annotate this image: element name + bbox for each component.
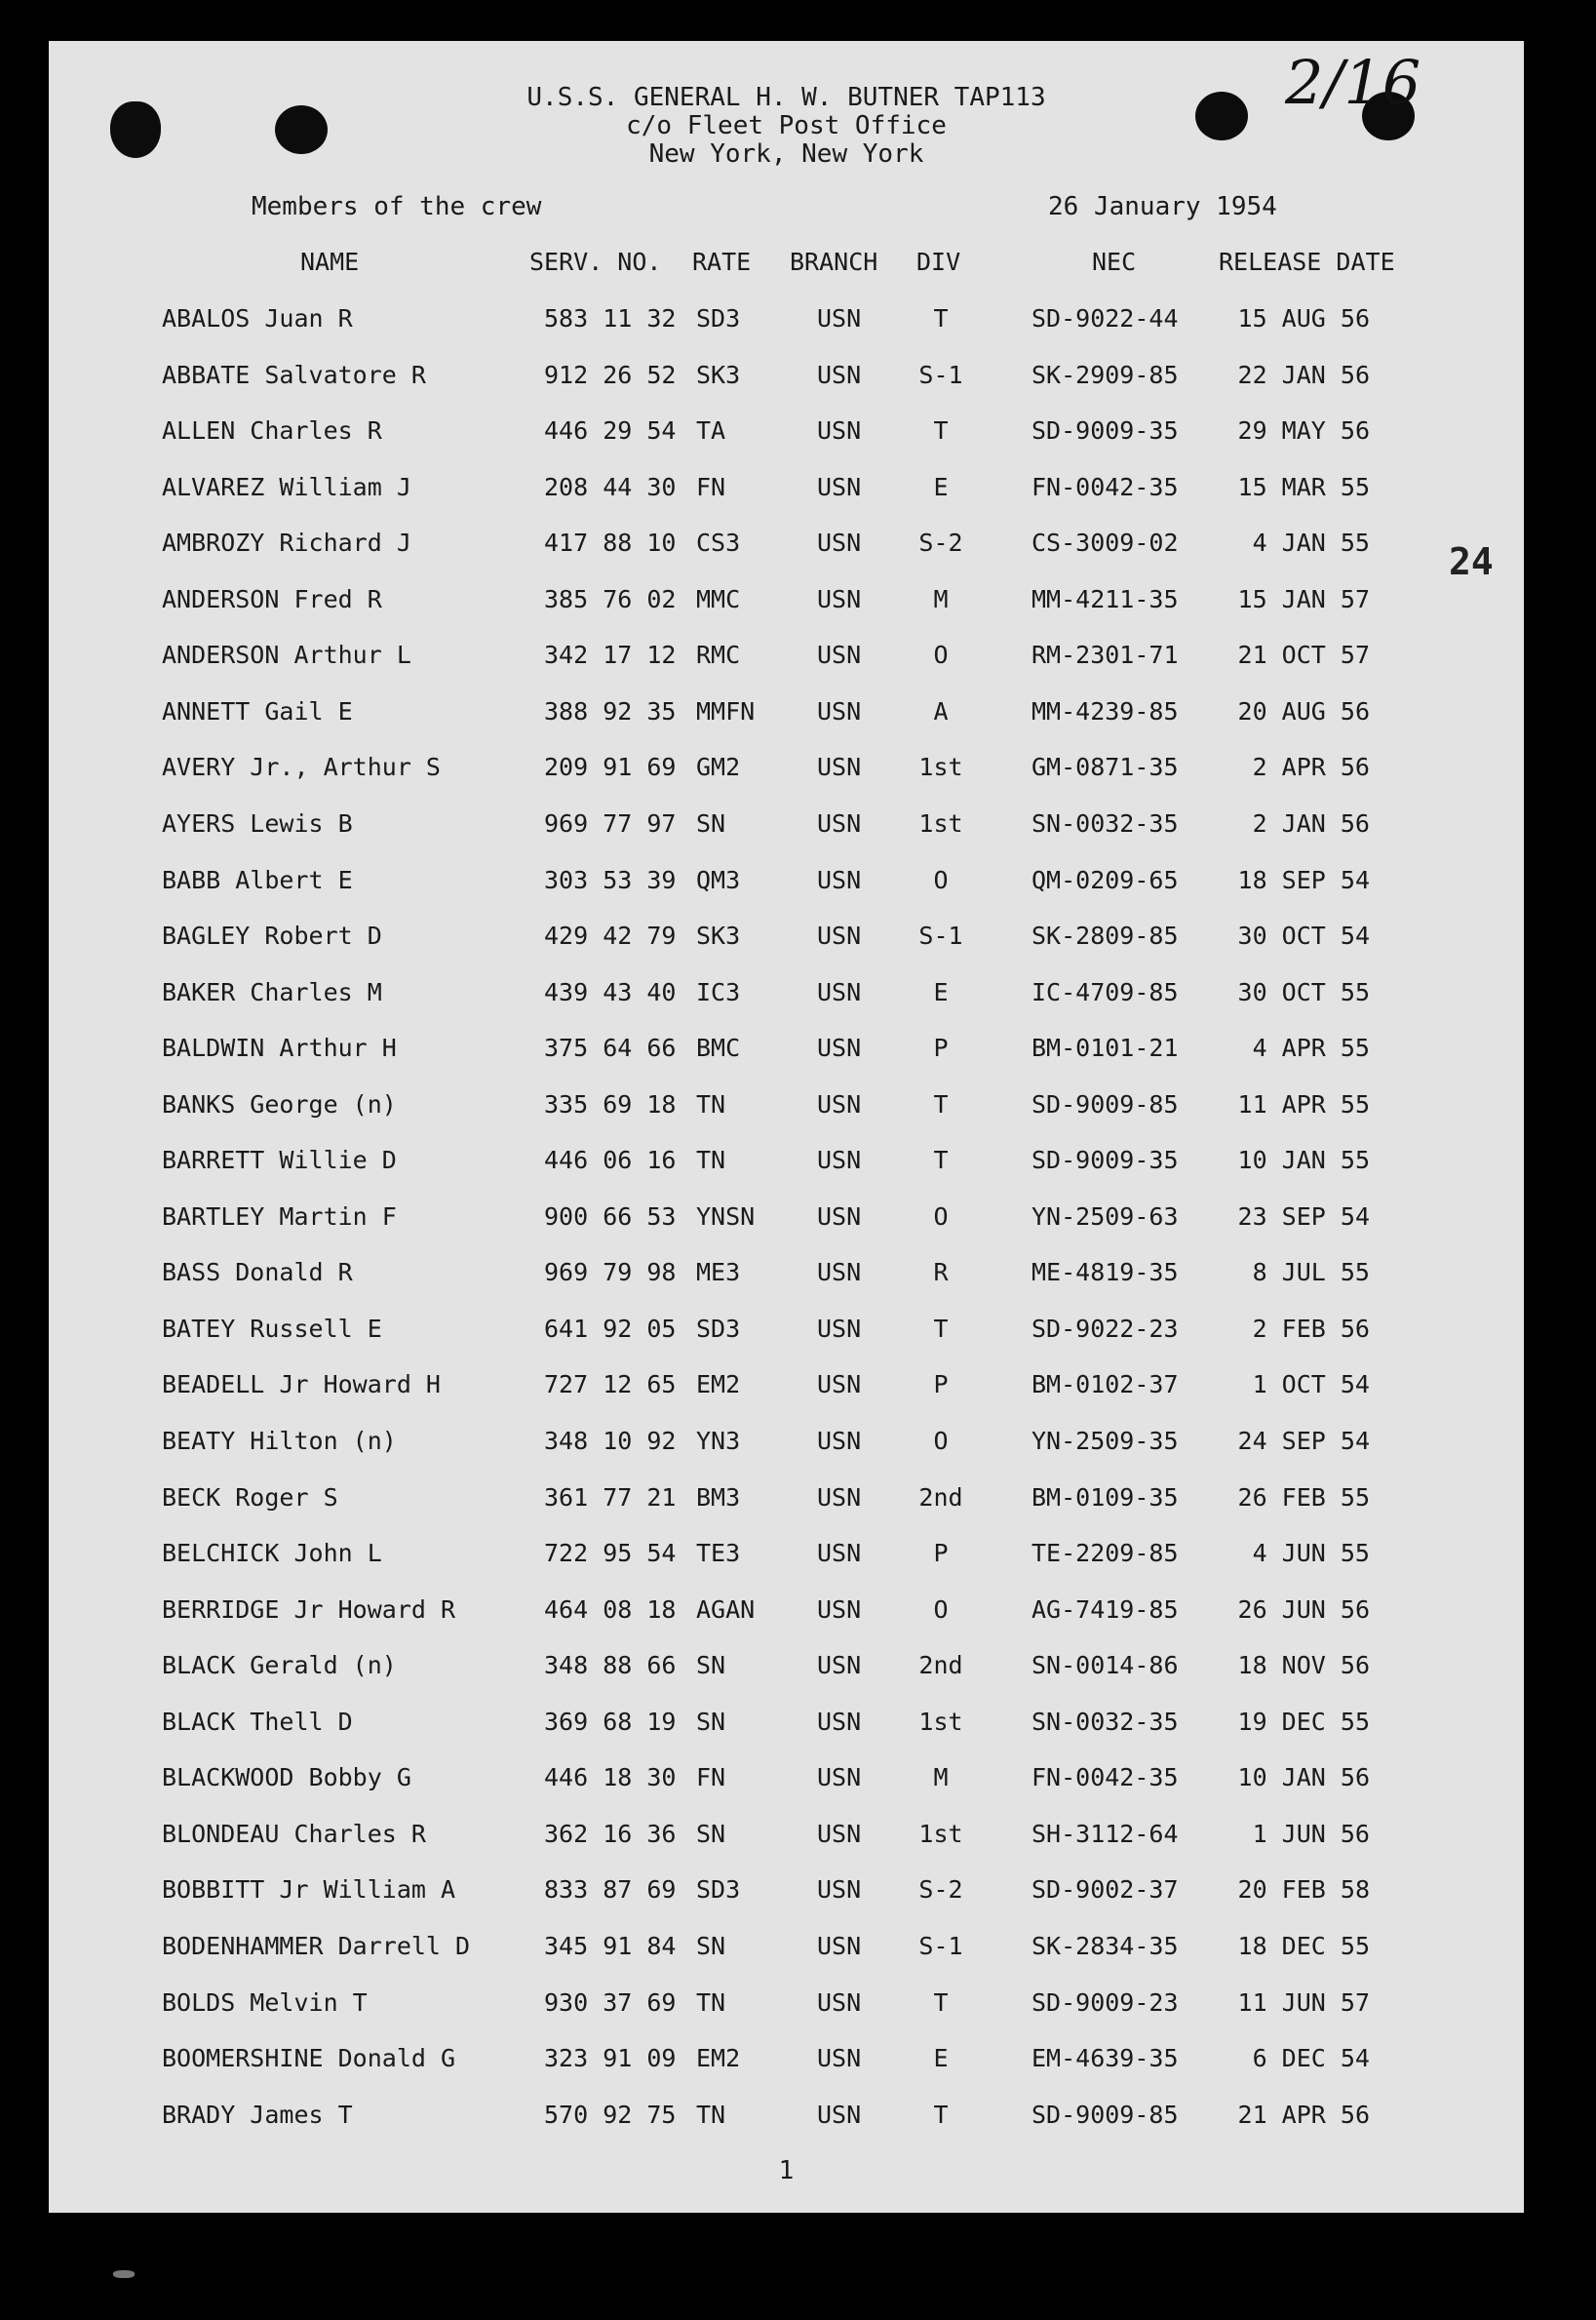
cell-name: BATEY Russell E — [162, 1315, 382, 1343]
cell-branch: USN — [817, 1370, 862, 1398]
column-header-serv: SERV. NO. — [529, 248, 662, 276]
cell-div: O — [933, 1427, 949, 1455]
cell-name: BARTLEY Martin F — [162, 1202, 397, 1231]
cell-nec: MM-4211-35 — [1032, 585, 1179, 613]
cell-nec: TE-2209-85 — [1032, 1539, 1179, 1567]
cell-branch: USN — [817, 753, 862, 781]
cell-nec: AG-7419-85 — [1032, 1595, 1179, 1624]
cell-nec: YN-2509-35 — [1032, 1427, 1179, 1455]
cell-release: 6 DEC 54 — [1252, 2044, 1370, 2072]
table-row — [49, 1595, 1524, 1634]
cell-rate: EM2 — [696, 2044, 741, 2072]
cell-branch: USN — [817, 1202, 862, 1231]
cell-name: BAKER Charles M — [162, 978, 382, 1006]
margin-mark: 24 — [1449, 540, 1494, 583]
cell-serv: 385 76 02 — [544, 585, 677, 613]
document-page — [49, 41, 1524, 2213]
cell-name: BRADY James T — [162, 2101, 353, 2129]
cell-nec: SD-9009-35 — [1032, 1146, 1179, 1174]
cell-name: BOOMERSHINE Donald G — [162, 2044, 456, 2072]
cell-rate: SN — [696, 1651, 726, 1679]
cell-name: BARRETT Willie D — [162, 1146, 397, 1174]
cell-nec: QM-0209-65 — [1032, 866, 1179, 894]
cell-branch: USN — [817, 866, 862, 894]
cell-serv: 335 69 18 — [544, 1090, 677, 1119]
cell-nec: EM-4639-35 — [1032, 2044, 1179, 2072]
cell-div: 1st — [918, 1708, 963, 1736]
cell-rate: SK3 — [696, 922, 741, 950]
table-row — [49, 641, 1524, 680]
cell-serv: 208 44 30 — [544, 473, 677, 501]
cell-release: 10 JAN 56 — [1237, 1763, 1370, 1791]
table-row — [49, 866, 1524, 905]
cell-nec: SD-9022-44 — [1032, 304, 1179, 333]
cell-serv: 570 92 75 — [544, 2101, 677, 2129]
column-header-release: RELEASE DATE — [1219, 248, 1395, 276]
cell-branch: USN — [817, 585, 862, 613]
cell-serv: 912 26 52 — [544, 361, 677, 389]
cell-name: ALLEN Charles R — [162, 416, 382, 445]
cell-serv: 930 37 69 — [544, 1988, 677, 2017]
cell-rate: TN — [696, 1146, 726, 1174]
cell-release: 4 JAN 55 — [1252, 529, 1370, 557]
cell-release: 30 OCT 54 — [1237, 922, 1370, 950]
cell-div: M — [933, 585, 949, 613]
cell-name: BELCHICK John L — [162, 1539, 382, 1567]
table-row — [49, 304, 1524, 343]
cell-release: 15 JAN 57 — [1237, 585, 1370, 613]
cell-div: T — [933, 1315, 949, 1343]
table-row — [49, 1315, 1524, 1354]
cell-nec: SH-3112-64 — [1032, 1820, 1179, 1848]
cell-serv: 464 08 18 — [544, 1595, 677, 1624]
cell-div: T — [933, 1090, 949, 1119]
cell-name: ABBATE Salvatore R — [162, 361, 426, 389]
cell-branch: USN — [817, 922, 862, 950]
column-header-branch: BRANCH — [790, 248, 878, 276]
table-row — [49, 416, 1524, 455]
cell-div: R — [933, 1258, 949, 1286]
cell-nec: SD-9022-23 — [1032, 1315, 1179, 1343]
table-row — [49, 1370, 1524, 1409]
table-row — [49, 2044, 1524, 2083]
cell-nec: CS-3009-02 — [1032, 529, 1179, 557]
cell-serv: 361 77 21 — [544, 1483, 677, 1512]
cell-rate: FN — [696, 1763, 726, 1791]
table-row — [49, 1932, 1524, 1971]
cell-nec: SD-9009-85 — [1032, 2101, 1179, 2129]
cell-serv: 388 92 35 — [544, 697, 677, 726]
cell-release: 21 APR 56 — [1237, 2101, 1370, 2129]
cell-rate: SD3 — [696, 304, 741, 333]
cell-div: 2nd — [918, 1651, 963, 1679]
column-header-div: DIV — [916, 248, 961, 276]
cell-release: 15 AUG 56 — [1237, 304, 1370, 333]
cell-div: T — [933, 416, 949, 445]
cell-rate: IC3 — [696, 978, 741, 1006]
cell-nec: BM-0101-21 — [1032, 1034, 1179, 1062]
cell-release: 18 DEC 55 — [1237, 1932, 1370, 1960]
cell-serv: 583 11 32 — [544, 304, 677, 333]
cell-branch: USN — [817, 1427, 862, 1455]
cell-serv: 641 92 05 — [544, 1315, 677, 1343]
cell-name: BANKS George (n) — [162, 1090, 397, 1119]
cell-release: 2 FEB 56 — [1252, 1315, 1370, 1343]
cell-release: 29 MAY 56 — [1237, 416, 1370, 445]
column-header-name: NAME — [300, 248, 360, 276]
cell-div: 1st — [918, 753, 963, 781]
table-row — [49, 1202, 1524, 1241]
cell-rate: FN — [696, 473, 726, 501]
page-number: 1 — [778, 2156, 795, 2185]
cell-name: ANDERSON Arthur L — [162, 641, 411, 669]
cell-nec: SD-9009-85 — [1032, 1090, 1179, 1119]
cell-div: E — [933, 978, 949, 1006]
cell-release: 18 NOV 56 — [1237, 1651, 1370, 1679]
cell-rate: ME3 — [696, 1258, 741, 1286]
cell-name: ANNETT Gail E — [162, 697, 353, 726]
cell-serv: 969 79 98 — [544, 1258, 677, 1286]
cell-serv: 369 68 19 — [544, 1708, 677, 1736]
cell-branch: USN — [817, 473, 862, 501]
cell-name: BEADELL Jr Howard H — [162, 1370, 441, 1398]
cell-branch: USN — [817, 2101, 862, 2129]
cell-div: T — [933, 1988, 949, 2017]
cell-name: BODENHAMMER Darrell D — [162, 1932, 471, 1960]
column-header-rate: RATE — [692, 248, 752, 276]
cell-nec: GM-0871-35 — [1032, 753, 1179, 781]
cell-rate: TN — [696, 2101, 726, 2129]
subtitle: Members of the crew — [252, 192, 542, 221]
cell-rate: YNSN — [696, 1202, 756, 1231]
cell-release: 15 MAR 55 — [1237, 473, 1370, 501]
cell-serv: 446 18 30 — [544, 1763, 677, 1791]
cell-serv: 323 91 09 — [544, 2044, 677, 2072]
table-row — [49, 753, 1524, 792]
cell-release: 11 APR 55 — [1237, 1090, 1370, 1119]
cell-release: 10 JAN 55 — [1237, 1146, 1370, 1174]
cell-nec: BM-0102-37 — [1032, 1370, 1179, 1398]
cell-nec: SD-9009-23 — [1032, 1988, 1179, 2017]
cell-name: BECK Roger S — [162, 1483, 338, 1512]
cell-name: BERRIDGE Jr Howard R — [162, 1595, 456, 1624]
cell-rate: AGAN — [696, 1595, 756, 1624]
cell-nec: SK-2834-35 — [1032, 1932, 1179, 1960]
cell-release: 1 OCT 54 — [1252, 1370, 1370, 1398]
table-row — [49, 1090, 1524, 1129]
table-row — [49, 473, 1524, 512]
cell-branch: USN — [817, 1875, 862, 1904]
table-row — [49, 1258, 1524, 1297]
cell-name: ALVAREZ William J — [162, 473, 411, 501]
cell-branch: USN — [817, 697, 862, 726]
table-row — [49, 1483, 1524, 1522]
cell-serv: 727 12 65 — [544, 1370, 677, 1398]
cell-branch: USN — [817, 1595, 862, 1624]
cell-rate: BM3 — [696, 1483, 741, 1512]
cell-rate: BMC — [696, 1034, 741, 1062]
cell-div: S-2 — [918, 529, 963, 557]
cell-serv: 969 77 97 — [544, 809, 677, 838]
cell-name: BEATY Hilton (n) — [162, 1427, 397, 1455]
cell-div: S-1 — [918, 1932, 963, 1960]
cell-branch: USN — [817, 1090, 862, 1119]
cell-branch: USN — [817, 1258, 862, 1286]
table-row — [49, 1708, 1524, 1747]
header-line-ship: U.S.S. GENERAL H. W. BUTNER TAP113 — [526, 83, 1046, 112]
cell-branch: USN — [817, 1539, 862, 1567]
table-row — [49, 1034, 1524, 1073]
cell-serv: 446 06 16 — [544, 1146, 677, 1174]
cell-div: T — [933, 1146, 949, 1174]
cell-rate: QM3 — [696, 866, 741, 894]
cell-div: S-1 — [918, 922, 963, 950]
table-row — [49, 1763, 1524, 1802]
cell-name: ABALOS Juan R — [162, 304, 353, 333]
cell-release: 8 JUL 55 — [1252, 1258, 1370, 1286]
table-row — [49, 2101, 1524, 2140]
cell-rate: SD3 — [696, 1315, 741, 1343]
cell-nec: SN-0032-35 — [1032, 809, 1179, 838]
cell-release: 26 JUN 56 — [1237, 1595, 1370, 1624]
table-row — [49, 1146, 1524, 1185]
cell-rate: RMC — [696, 641, 741, 669]
cell-release: 20 AUG 56 — [1237, 697, 1370, 726]
cell-rate: TE3 — [696, 1539, 741, 1567]
handwritten-note: 2/16 — [1285, 47, 1421, 118]
cell-release: 22 JAN 56 — [1237, 361, 1370, 389]
cell-serv: 833 87 69 — [544, 1875, 677, 1904]
cell-branch: USN — [817, 1763, 862, 1791]
cell-nec: MM-4239-85 — [1032, 697, 1179, 726]
cell-branch: USN — [817, 641, 862, 669]
cell-serv: 342 17 12 — [544, 641, 677, 669]
cell-branch: USN — [817, 809, 862, 838]
cell-name: BLACK Thell D — [162, 1708, 353, 1736]
cell-branch: USN — [817, 1988, 862, 2017]
cell-nec: SN-0014-86 — [1032, 1651, 1179, 1679]
cell-branch: USN — [817, 529, 862, 557]
cell-branch: USN — [817, 1651, 862, 1679]
table-row — [49, 361, 1524, 400]
cell-release: 20 FEB 58 — [1237, 1875, 1370, 1904]
table-row — [49, 1427, 1524, 1466]
cell-serv: 375 64 66 — [544, 1034, 677, 1062]
cell-name: BASS Donald R — [162, 1258, 353, 1286]
cell-release: 21 OCT 57 — [1237, 641, 1370, 669]
cell-div: P — [933, 1539, 949, 1567]
cell-nec: SD-9002-37 — [1032, 1875, 1179, 1904]
cell-branch: USN — [817, 1034, 862, 1062]
cell-div: O — [933, 1202, 949, 1231]
table-row — [49, 809, 1524, 848]
cell-div: O — [933, 866, 949, 894]
cell-name: BLONDEAU Charles R — [162, 1820, 426, 1848]
cell-div: M — [933, 1763, 949, 1791]
cell-release: 11 JUN 57 — [1237, 1988, 1370, 2017]
cell-serv: 417 88 10 — [544, 529, 677, 557]
cell-div: S-2 — [918, 1875, 963, 1904]
cell-serv: 446 29 54 — [544, 416, 677, 445]
cell-release: 4 JUN 55 — [1252, 1539, 1370, 1567]
cell-branch: USN — [817, 1708, 862, 1736]
cell-serv: 362 16 36 — [544, 1820, 677, 1848]
cell-name: AYERS Lewis B — [162, 809, 353, 838]
table-row — [49, 585, 1524, 624]
cell-release: 19 DEC 55 — [1237, 1708, 1370, 1736]
table-row — [49, 922, 1524, 961]
cell-div: 2nd — [918, 1483, 963, 1512]
header-line-office: c/o Fleet Post Office — [626, 111, 947, 140]
cell-serv: 348 10 92 — [544, 1427, 677, 1455]
cell-name: BOBBITT Jr William A — [162, 1875, 456, 1904]
cell-div: P — [933, 1034, 949, 1062]
cell-rate: SN — [696, 1932, 726, 1960]
cell-release: 18 SEP 54 — [1237, 866, 1370, 894]
cell-nec: RM-2301-71 — [1032, 641, 1179, 669]
cell-rate: YN3 — [696, 1427, 741, 1455]
cell-serv: 429 42 79 — [544, 922, 677, 950]
scan-speck — [113, 2270, 135, 2278]
cell-branch: USN — [817, 1820, 862, 1848]
cell-branch: USN — [817, 2044, 862, 2072]
cell-div: S-1 — [918, 361, 963, 389]
cell-name: BAGLEY Robert D — [162, 922, 382, 950]
cell-rate: SK3 — [696, 361, 741, 389]
cell-nec: SN-0032-35 — [1032, 1708, 1179, 1736]
cell-rate: GM2 — [696, 753, 741, 781]
cell-branch: USN — [817, 1483, 862, 1512]
table-row — [49, 1651, 1524, 1690]
cell-serv: 439 43 40 — [544, 978, 677, 1006]
cell-release: 23 SEP 54 — [1237, 1202, 1370, 1231]
cell-rate: CS3 — [696, 529, 741, 557]
column-header-nec: NEC — [1092, 248, 1137, 276]
table-row — [49, 1539, 1524, 1578]
table-row — [49, 697, 1524, 736]
cell-rate: TA — [696, 416, 726, 445]
cell-rate: SN — [696, 1708, 726, 1736]
table-row — [49, 1988, 1524, 2027]
cell-rate: MMFN — [696, 697, 756, 726]
cell-release: 1 JUN 56 — [1252, 1820, 1370, 1848]
cell-branch: USN — [817, 416, 862, 445]
cell-nec: SK-2809-85 — [1032, 922, 1179, 950]
cell-serv: 348 88 66 — [544, 1651, 677, 1679]
cell-release: 30 OCT 55 — [1237, 978, 1370, 1006]
cell-nec: BM-0109-35 — [1032, 1483, 1179, 1512]
cell-release: 2 JAN 56 — [1252, 809, 1370, 838]
document-date: 26 January 1954 — [1048, 192, 1277, 221]
cell-div: T — [933, 2101, 949, 2129]
cell-div: 1st — [918, 1820, 963, 1848]
cell-nec: YN-2509-63 — [1032, 1202, 1179, 1231]
cell-branch: USN — [817, 304, 862, 333]
cell-div: O — [933, 1595, 949, 1624]
cell-branch: USN — [817, 1932, 862, 1960]
cell-rate: TN — [696, 1988, 726, 2017]
table-row — [49, 1820, 1524, 1859]
cell-serv: 345 91 84 — [544, 1932, 677, 1960]
cell-name: BLACK Gerald (n) — [162, 1651, 397, 1679]
cell-rate: EM2 — [696, 1370, 741, 1398]
cell-div: 1st — [918, 809, 963, 838]
cell-div: E — [933, 473, 949, 501]
table-row — [49, 1875, 1524, 1914]
cell-branch: USN — [817, 978, 862, 1006]
cell-div: E — [933, 2044, 949, 2072]
cell-rate: MMC — [696, 585, 741, 613]
cell-rate: SN — [696, 809, 726, 838]
cell-name: AMBROZY Richard J — [162, 529, 411, 557]
cell-div: T — [933, 304, 949, 333]
cell-release: 2 APR 56 — [1252, 753, 1370, 781]
cell-release: 4 APR 55 — [1252, 1034, 1370, 1062]
cell-name: BOLDS Melvin T — [162, 1988, 368, 2017]
cell-name: BABB Albert E — [162, 866, 353, 894]
cell-nec: SK-2909-85 — [1032, 361, 1179, 389]
cell-nec: FN-0042-35 — [1032, 473, 1179, 501]
cell-name: ANDERSON Fred R — [162, 585, 382, 613]
cell-nec: SD-9009-35 — [1032, 416, 1179, 445]
cell-nec: IC-4709-85 — [1032, 978, 1179, 1006]
header-line-city: New York, New York — [648, 139, 924, 169]
cell-branch: USN — [817, 1146, 862, 1174]
cell-rate: SD3 — [696, 1875, 741, 1904]
cell-serv: 722 95 54 — [544, 1539, 677, 1567]
cell-serv: 209 91 69 — [544, 753, 677, 781]
cell-serv: 900 66 53 — [544, 1202, 677, 1231]
table-row — [49, 529, 1524, 568]
cell-branch: USN — [817, 361, 862, 389]
cell-div: A — [933, 697, 949, 726]
cell-div: P — [933, 1370, 949, 1398]
cell-branch: USN — [817, 1315, 862, 1343]
cell-nec: ME-4819-35 — [1032, 1258, 1179, 1286]
cell-name: BALDWIN Arthur H — [162, 1034, 397, 1062]
cell-div: O — [933, 641, 949, 669]
cell-release: 26 FEB 55 — [1237, 1483, 1370, 1512]
cell-serv: 303 53 39 — [544, 866, 677, 894]
cell-rate: SN — [696, 1820, 726, 1848]
cell-rate: TN — [696, 1090, 726, 1119]
cell-name: BLACKWOOD Bobby G — [162, 1763, 411, 1791]
table-row — [49, 978, 1524, 1017]
cell-release: 24 SEP 54 — [1237, 1427, 1370, 1455]
cell-nec: FN-0042-35 — [1032, 1763, 1179, 1791]
cell-name: AVERY Jr., Arthur S — [162, 753, 441, 781]
